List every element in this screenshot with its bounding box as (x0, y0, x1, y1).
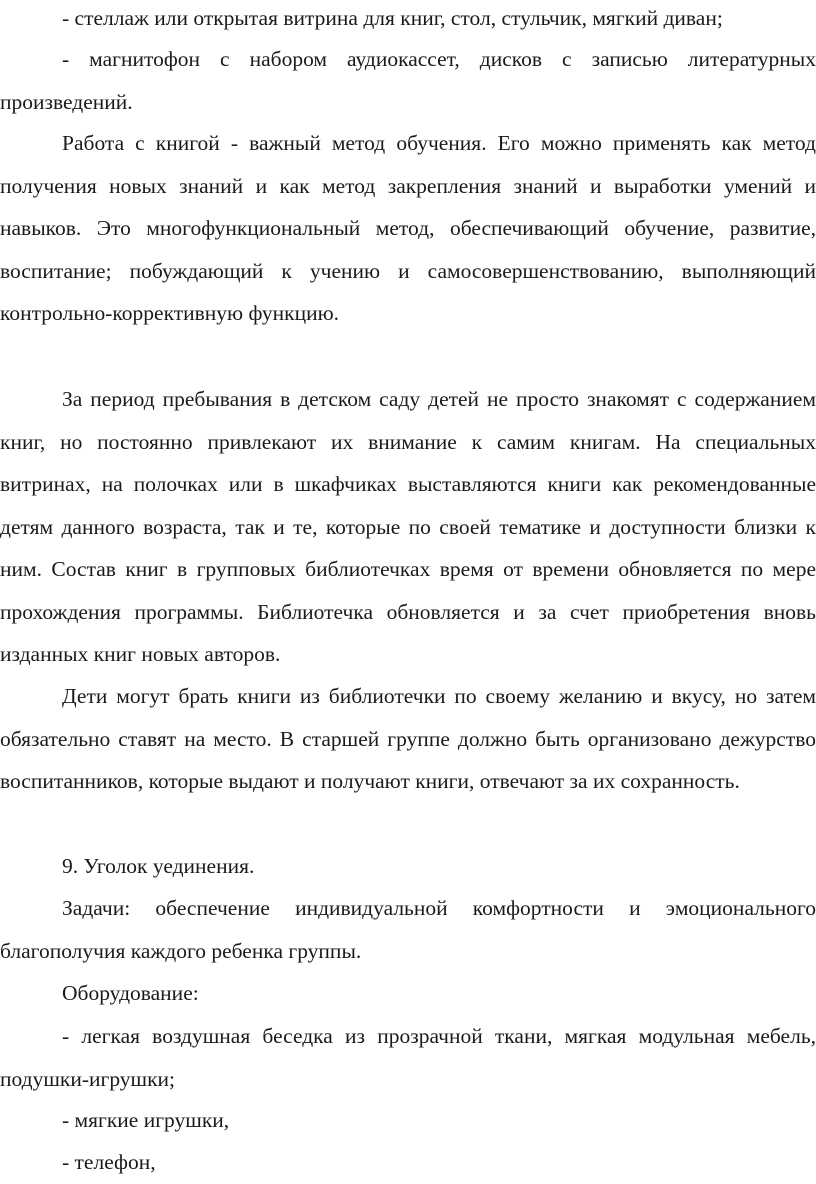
paragraph-children-take-books: Дети могут брать книги из библиотечки по своему желанию и вкусу, но затем обязательно ставят на место. В старшей группе должно быть организовано дежурство воспитанников, которые выдают и получают книги, отвечают за их сохранность. (0, 684, 816, 793)
list-item-gazebo: - легкая воздушная беседка из прозрачной ткани, мягкая модульная мебель, подушки-игрушки; (0, 1024, 816, 1091)
paragraph-equipment-heading: Оборудование: (62, 981, 199, 1005)
paragraph-kindergarten-books: За период пребывания в детском саду детей не просто знакомят с содержанием книг, но постоянно привлекают их внимание к самим книгам. На специальных витринах, на полочках или в шкафчиках выставляются книги как рекомендованные детям данного возраста, так и те, которые по своей тематике и доступности близки к ним. Состав книг в групповых библиотечках время от времени обновляется по мере прохождения программы. Библиотечка обновляется и за счет приобретения вновь изданных книг новых авторов. (0, 387, 816, 666)
paragraph-tape-recorder: - магнитофон с набором аудиокассет, дисков с записью литературных произведений. (0, 47, 816, 114)
list-item-soft-toys: - мягкие игрушки, (62, 1108, 230, 1132)
list-item-telephone: - телефон, (62, 1150, 156, 1174)
paragraph-tasks: Задачи: обеспечение индивидуальной комфортности и эмоционального благополучия каждого ребенка группы. (0, 896, 816, 963)
section-heading-solitude-corner: 9. Уголок уединения. (62, 854, 255, 878)
paragraph-book-work-method: Работа с книгой - важный метод обучения. Его можно применять как метод получения новых знаний и как метод закрепления знаний и выработки умений и навыков. Это многофункциональный метод, обеспечивающий обучение, развитие, воспитание; побуждающий к учению и самосовершенствованию, выполняющий контрольно-коррективную функцию. (0, 131, 816, 325)
paragraph-bookshelf: - стеллаж или открытая витрина для книг, стол, стульчик, мягкий диван; (62, 6, 723, 30)
